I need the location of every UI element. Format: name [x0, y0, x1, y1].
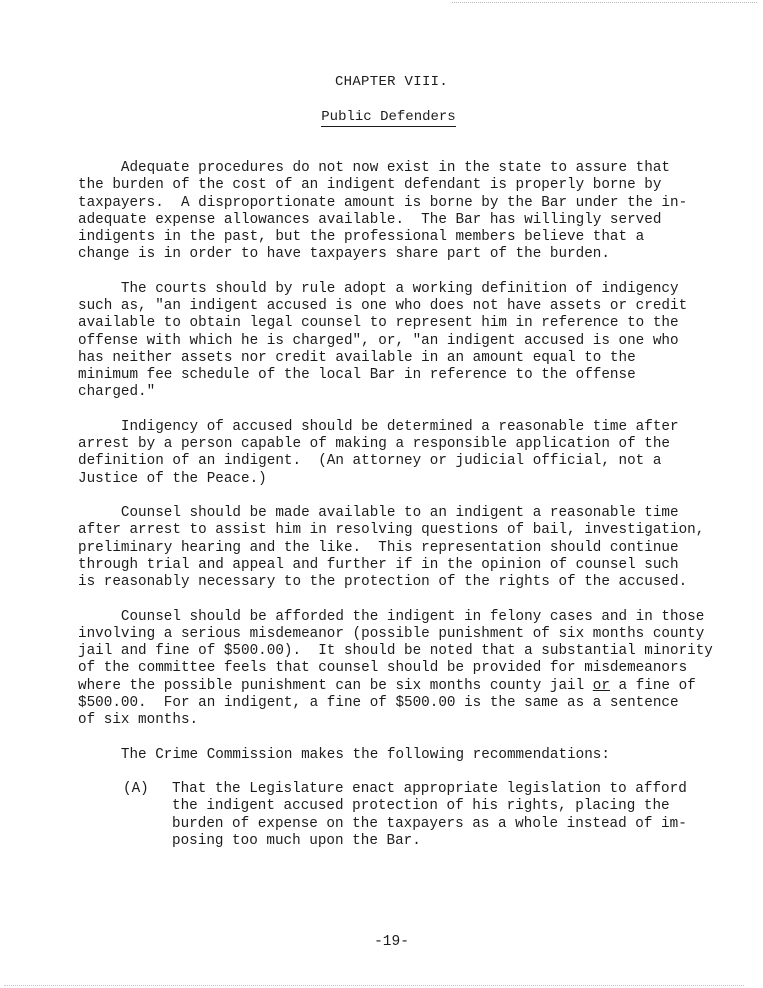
page-number: -19-	[374, 934, 409, 950]
paragraph-1: Adequate procedures do not now exist in the state to assure that the burden of the cost of an indigent defendant is properly borne by taxpayers. A disproportionate amount is borne by the Bar under the in- adequate expense allowances available. The Bar has willingly served indigents in the past, but the professional members believe that a change is in order to have taxpayers share part of the burden.	[78, 160, 688, 263]
recommendation-label: (A)	[123, 781, 149, 797]
chapter-heading: CHAPTER VIII.	[334, 74, 449, 90]
body-text	[78, 160, 758, 850]
section-title	[0, 109, 763, 126]
recommendations-intro: The Crime Commission makes the following recommendations:	[78, 746, 610, 763]
paragraph-5-part-2: a fine of $500.00. For an indigent, a fine of $500.00 is the same as a sentence of six months.	[78, 677, 696, 728]
paragraph-3: Indigency of accused should be determined a reasonable time after arrest by a person capable of making a responsible application of the definition of an indigent. (An attorney or judicial official, not a Justice of the Peace.)	[78, 418, 679, 487]
underlined-or: or	[592, 677, 610, 694]
recommendation-a	[78, 781, 758, 850]
section-title-text: Public Defenders	[321, 109, 456, 125]
recommendation-text: That the Legislature enact appropriate legislation to afford the indigent accused protection of his rights, placing the burden of expense on the taxpayers as a whole instead of im- posing too much upon the Bar.	[172, 781, 687, 849]
scan-border-bottom	[4, 985, 744, 986]
paragraph-4: Counsel should be made available to an indigent a reasonable time after arrest to assist him in resolving questions of bail, investigation, preliminary hearing and the like. This representation should continue through trial and appeal and further if in the opinion of counsel such is reasonably necessary to the protection of the rights of the accused.	[78, 505, 705, 590]
scan-border-top	[452, 2, 757, 3]
paragraph-5	[78, 609, 758, 730]
paragraph-2: The courts should by rule adopt a working definition of indigency such as, "an indigent accused is one who does not have assets or credit available to obtain legal counsel to represent him in reference to the offense with which he is charged", or, "an indigent accused is one who has neither assets nor credit available in an amount equal to the minimum fee schedule of the local Bar in reference to the offense charged."	[78, 280, 688, 401]
paragraph-5-part-1: Counsel should be afforded the indigent in felony cases and in those involving a serious misdemeanor (possible punishment of six months county jail and fine of $500.00). It should be noted that a substantial minority of the committee feels that counsel should be provided for misdemeanors where the possible punishment can be six months county jail	[78, 608, 713, 694]
